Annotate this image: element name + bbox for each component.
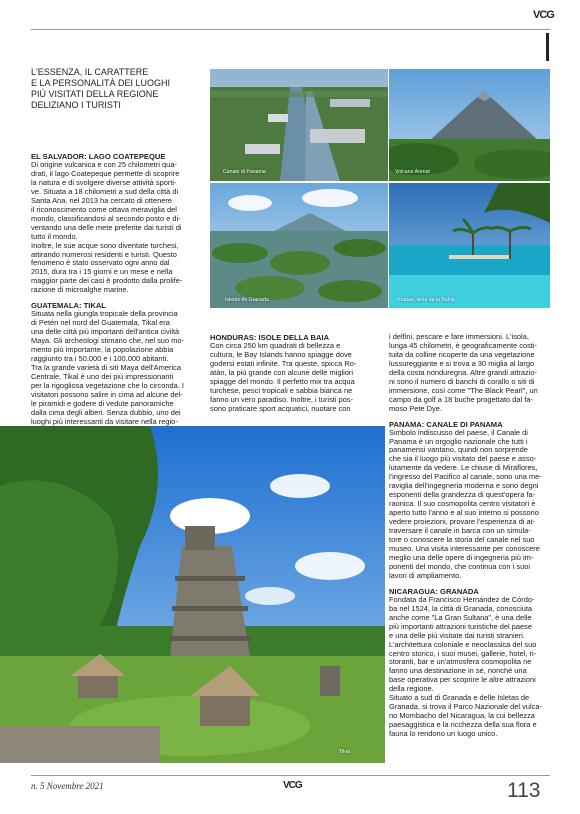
text-line: fauna lo rendono un luogo unico. — [389, 729, 498, 739]
text-line: drati, il lago Coatepeque permette di scoprire — [31, 168, 180, 178]
text-line: Situato a sud di Granada e delle Isletas de — [389, 693, 530, 703]
text-line: mondo, classificandosi al secondo posto e di- — [31, 213, 181, 223]
text-line: centro storico, i suoi musei, gallerie, hotel, ri- — [389, 648, 537, 658]
volcano-illustration — [389, 69, 550, 181]
text-line: Di origine vulcanica e con 25 chilometri qua- — [31, 160, 177, 169]
text-line: panamensi vantano, quindi non sorprende — [389, 445, 528, 455]
text-line: immersione, così come "The Black Pearl", un — [389, 385, 538, 395]
text-line: il riconoscimento come ottava meraviglia del — [31, 204, 177, 214]
text-line: raggiunto tra i 50.000 e i 100.000 abitanti. — [31, 354, 169, 364]
text-line: più importanti attrazioni turistiche del paese — [389, 621, 533, 631]
text-line: anche come "La Gran Sultana", è una delle — [389, 612, 532, 622]
text-line: Granada, si trova il Parco Nazionale del vulca- — [389, 702, 542, 712]
text-line: storanti, bar e un'atmosfera cosmopolita ne — [389, 657, 532, 667]
top-rule — [31, 29, 550, 30]
text-line: maggior parte dei casi è prodotto dalla prolife- — [31, 276, 183, 286]
column-left — [31, 152, 203, 436]
paragraph — [210, 342, 385, 414]
text-line: campo da golf a 18 buche progettato dal fa- — [389, 394, 533, 404]
text-line: cultura, le Bay Islands hanno spiagge dove — [210, 349, 352, 359]
text-line: i delfini, pescare e fare immersioni. L'isola, — [389, 332, 529, 341]
heading-line: PIÙ VISITATI DELLA REGIONE — [31, 89, 159, 99]
text-line: fanno una destinazione in sé, nonché una — [389, 666, 527, 676]
text-line: godersi estati infinite. Tra queste, spicca Ro- — [210, 358, 357, 368]
text-line: raviglia dell'ingegneria moderna e sono degni — [389, 481, 539, 491]
text-line: Centrale, Tikal è uno dei più impressionanti — [31, 371, 174, 381]
paragraph — [31, 161, 203, 242]
text-line: per la rigogliosa vegetazione che lo circonda. I — [31, 380, 184, 390]
brand-logo: VCG — [533, 9, 554, 21]
caption-roatan: Roatan, isola de la Bahia — [397, 297, 455, 303]
text-line: Tra la grande varietà di siti Maya dell'America — [31, 363, 181, 373]
paragraph — [31, 310, 203, 364]
text-line: ventando una delle mete preferite dai turisti di — [31, 222, 182, 232]
text-line: visitatori possono salire in cima ad alcune del- — [31, 389, 183, 399]
text-line: mento più importante, la popolazione abbia — [31, 345, 174, 355]
caption-canal: Canale di Panama — [223, 169, 266, 175]
text-line: ni sono il numero di banchi di corallo o siti di — [389, 376, 535, 386]
text-line: tuita da colline ricoperte da una vegetazione — [389, 349, 535, 359]
text-line: lavori di ampliamento. — [389, 570, 462, 580]
text-line: paesaggistica e la ricchezza della sua flora e — [389, 720, 537, 730]
tikal-illustration — [0, 426, 385, 763]
text-line: Situata nella giungla tropicale della provincia — [31, 309, 178, 319]
text-line: di Petén nel nord del Guatemala, Tikal era — [31, 318, 170, 328]
text-line: vedere proiezioni, provare l'esperienza di at- — [389, 517, 536, 527]
text-line: della costa nonduregna. Altre grandi attrazio- — [389, 367, 538, 377]
text-line: Panama è un orgoglio nazionale che tutti i — [389, 436, 528, 446]
caption-granada: Isletas de Granada — [225, 297, 269, 303]
caption-arenal: Volcano Arenal — [395, 169, 430, 175]
text-line: e una delle più visitate dai turisti stranieri. — [389, 630, 526, 640]
text-line: la natura e di svolgere diverse attività sporti- — [31, 177, 177, 187]
photo-arenal — [389, 69, 550, 181]
paragraph — [389, 596, 550, 694]
islands-illustration — [210, 183, 388, 308]
side-bar — [546, 33, 549, 61]
text-line: spiagge del mondo. Il perfetto mix tra acqua — [210, 376, 355, 386]
text-line: luoghi più interessanti da visitare nella regio- — [31, 416, 178, 426]
canal-illustration — [210, 69, 388, 181]
photo-panama-canal — [210, 69, 388, 181]
section-title-panama: PANAMA: CANALE DI PANAMA — [389, 419, 503, 429]
photo-granada — [210, 183, 388, 308]
beach-illustration — [389, 183, 550, 308]
heading-line: L'ESSENZA, IL CARATTERE — [31, 67, 149, 77]
text-line: lutamente da vedere. Le chiuse di Miraflores, — [389, 463, 538, 473]
footer-brand-logo: VCG — [283, 780, 302, 791]
text-line: museo. Una visita interessante per conoscere — [389, 543, 540, 553]
paragraph — [389, 333, 550, 414]
caption-tikal: Tikal — [339, 749, 350, 755]
paragraph — [389, 429, 550, 581]
text-line: L'architettura coloniale e neoclassica del suo — [389, 639, 537, 649]
text-line: Fondata da Francisco Hernández de Córdo- — [389, 594, 535, 604]
text-line: della regione. — [389, 684, 434, 694]
text-line: atán, la più grande con alcune delle migliori — [210, 367, 354, 377]
text-line: tore o conoscere la storia del canale nel suo — [389, 535, 535, 545]
text-line: Santa Ana, nel 2013 ha cercato di ottenere — [31, 195, 173, 205]
text-line: fanno un vero paradiso. Inoltre, i turisti pos- — [210, 394, 354, 404]
paragraph — [389, 694, 550, 739]
text-line: razione di microalghe marine. — [31, 285, 129, 295]
text-line: esponenti della grandezza di quest'opera fa- — [389, 490, 536, 500]
article-heading — [31, 67, 203, 111]
text-line: Inoltre, le sue acque sono diventate turchesi, — [31, 240, 179, 250]
bottom-rule — [31, 775, 550, 776]
text-line: turchese, pesci tropicali e sabbia bianca ne — [210, 385, 353, 395]
photo-roatan — [389, 183, 550, 308]
page-number: 113 — [507, 779, 541, 802]
text-line: sono praticare sport acquatici, nuotare con — [210, 403, 351, 413]
text-line: l'ingresso del Pacifico al canale, sono una me- — [389, 472, 542, 482]
text-line: Simbolo indiscusso del paese, il Canale di — [389, 427, 528, 437]
text-line: che sia il luogo più visitato del paese e asso- — [389, 454, 537, 464]
text-line: traversare il canale in barca con un simula- — [389, 526, 531, 536]
section-title-honduras: HONDURAS: ISOLE DELLA BAIA — [210, 333, 330, 342]
text-line: lunga 45 chilometri, è geograficamente costi- — [389, 340, 538, 350]
issue-label: n. 5 Novembre 2021 — [31, 781, 104, 791]
section-title-nicaragua: NICARAGUA: GRANADA — [389, 586, 479, 596]
column-middle — [210, 333, 385, 414]
section-title-guatemala: GUATEMALA: TIKAL — [31, 301, 106, 311]
text-line: moso Pete Dye. — [389, 403, 442, 413]
text-line: raonica. Il suo cosmopolita centro visitatori è — [389, 499, 536, 509]
paragraph — [31, 364, 203, 436]
text-line: fenomeno è stato osservato ogni anno dal — [31, 258, 170, 268]
text-line: le piramidi e godere di vedute panoramiche — [31, 398, 174, 408]
text-line: tutto il mondo. — [31, 231, 78, 241]
text-line: no Mombacho del Nicaragua, la cui bellezza — [389, 711, 535, 721]
heading-line: E LA PERSONALITÀ DEI LUOGHI — [31, 78, 171, 88]
text-line: meglio una delle opere di ingegneria più im- — [389, 552, 534, 562]
text-line: ponenti del mondo, che continua con i suoi — [389, 561, 530, 571]
text-line: aperto tutto l'anno e al suo interno si possono — [389, 508, 539, 518]
text-line: Con circa 250 km quadrati di bellezza e — [210, 341, 341, 350]
text-line: una delle città più importanti dell'antica civiltà — [31, 327, 180, 337]
text-line: Maya. Gli archeologi stimano che, nel suo mo- — [31, 336, 184, 346]
section-title-salvador: EL SALVADOR: LAGO COATEPEQUE — [31, 152, 166, 161]
text-line: ba nel 1524, la città di Granada, conosciuta — [389, 603, 533, 613]
text-line: 2015, dura tra i 15 giorni e un mese e nella — [31, 267, 173, 277]
text-line: dalla cima degli alberi. Senza dubbio, uno dei — [31, 407, 181, 417]
text-line: ve. Situata a 18 chilometri a sud della città di — [31, 186, 179, 196]
text-line: lussureggiante e si trova a 30 miglia al largo — [389, 358, 535, 368]
paragraph — [31, 242, 203, 296]
text-line: base operativa per scoprire le altre attrazioni — [389, 675, 536, 685]
text-line: attirando numerosi residenti e turisti. Questo — [31, 249, 177, 259]
heading-line: DELIZIANO I TURISTI — [31, 100, 121, 110]
column-right — [389, 333, 550, 739]
photo-tikal — [0, 426, 385, 763]
